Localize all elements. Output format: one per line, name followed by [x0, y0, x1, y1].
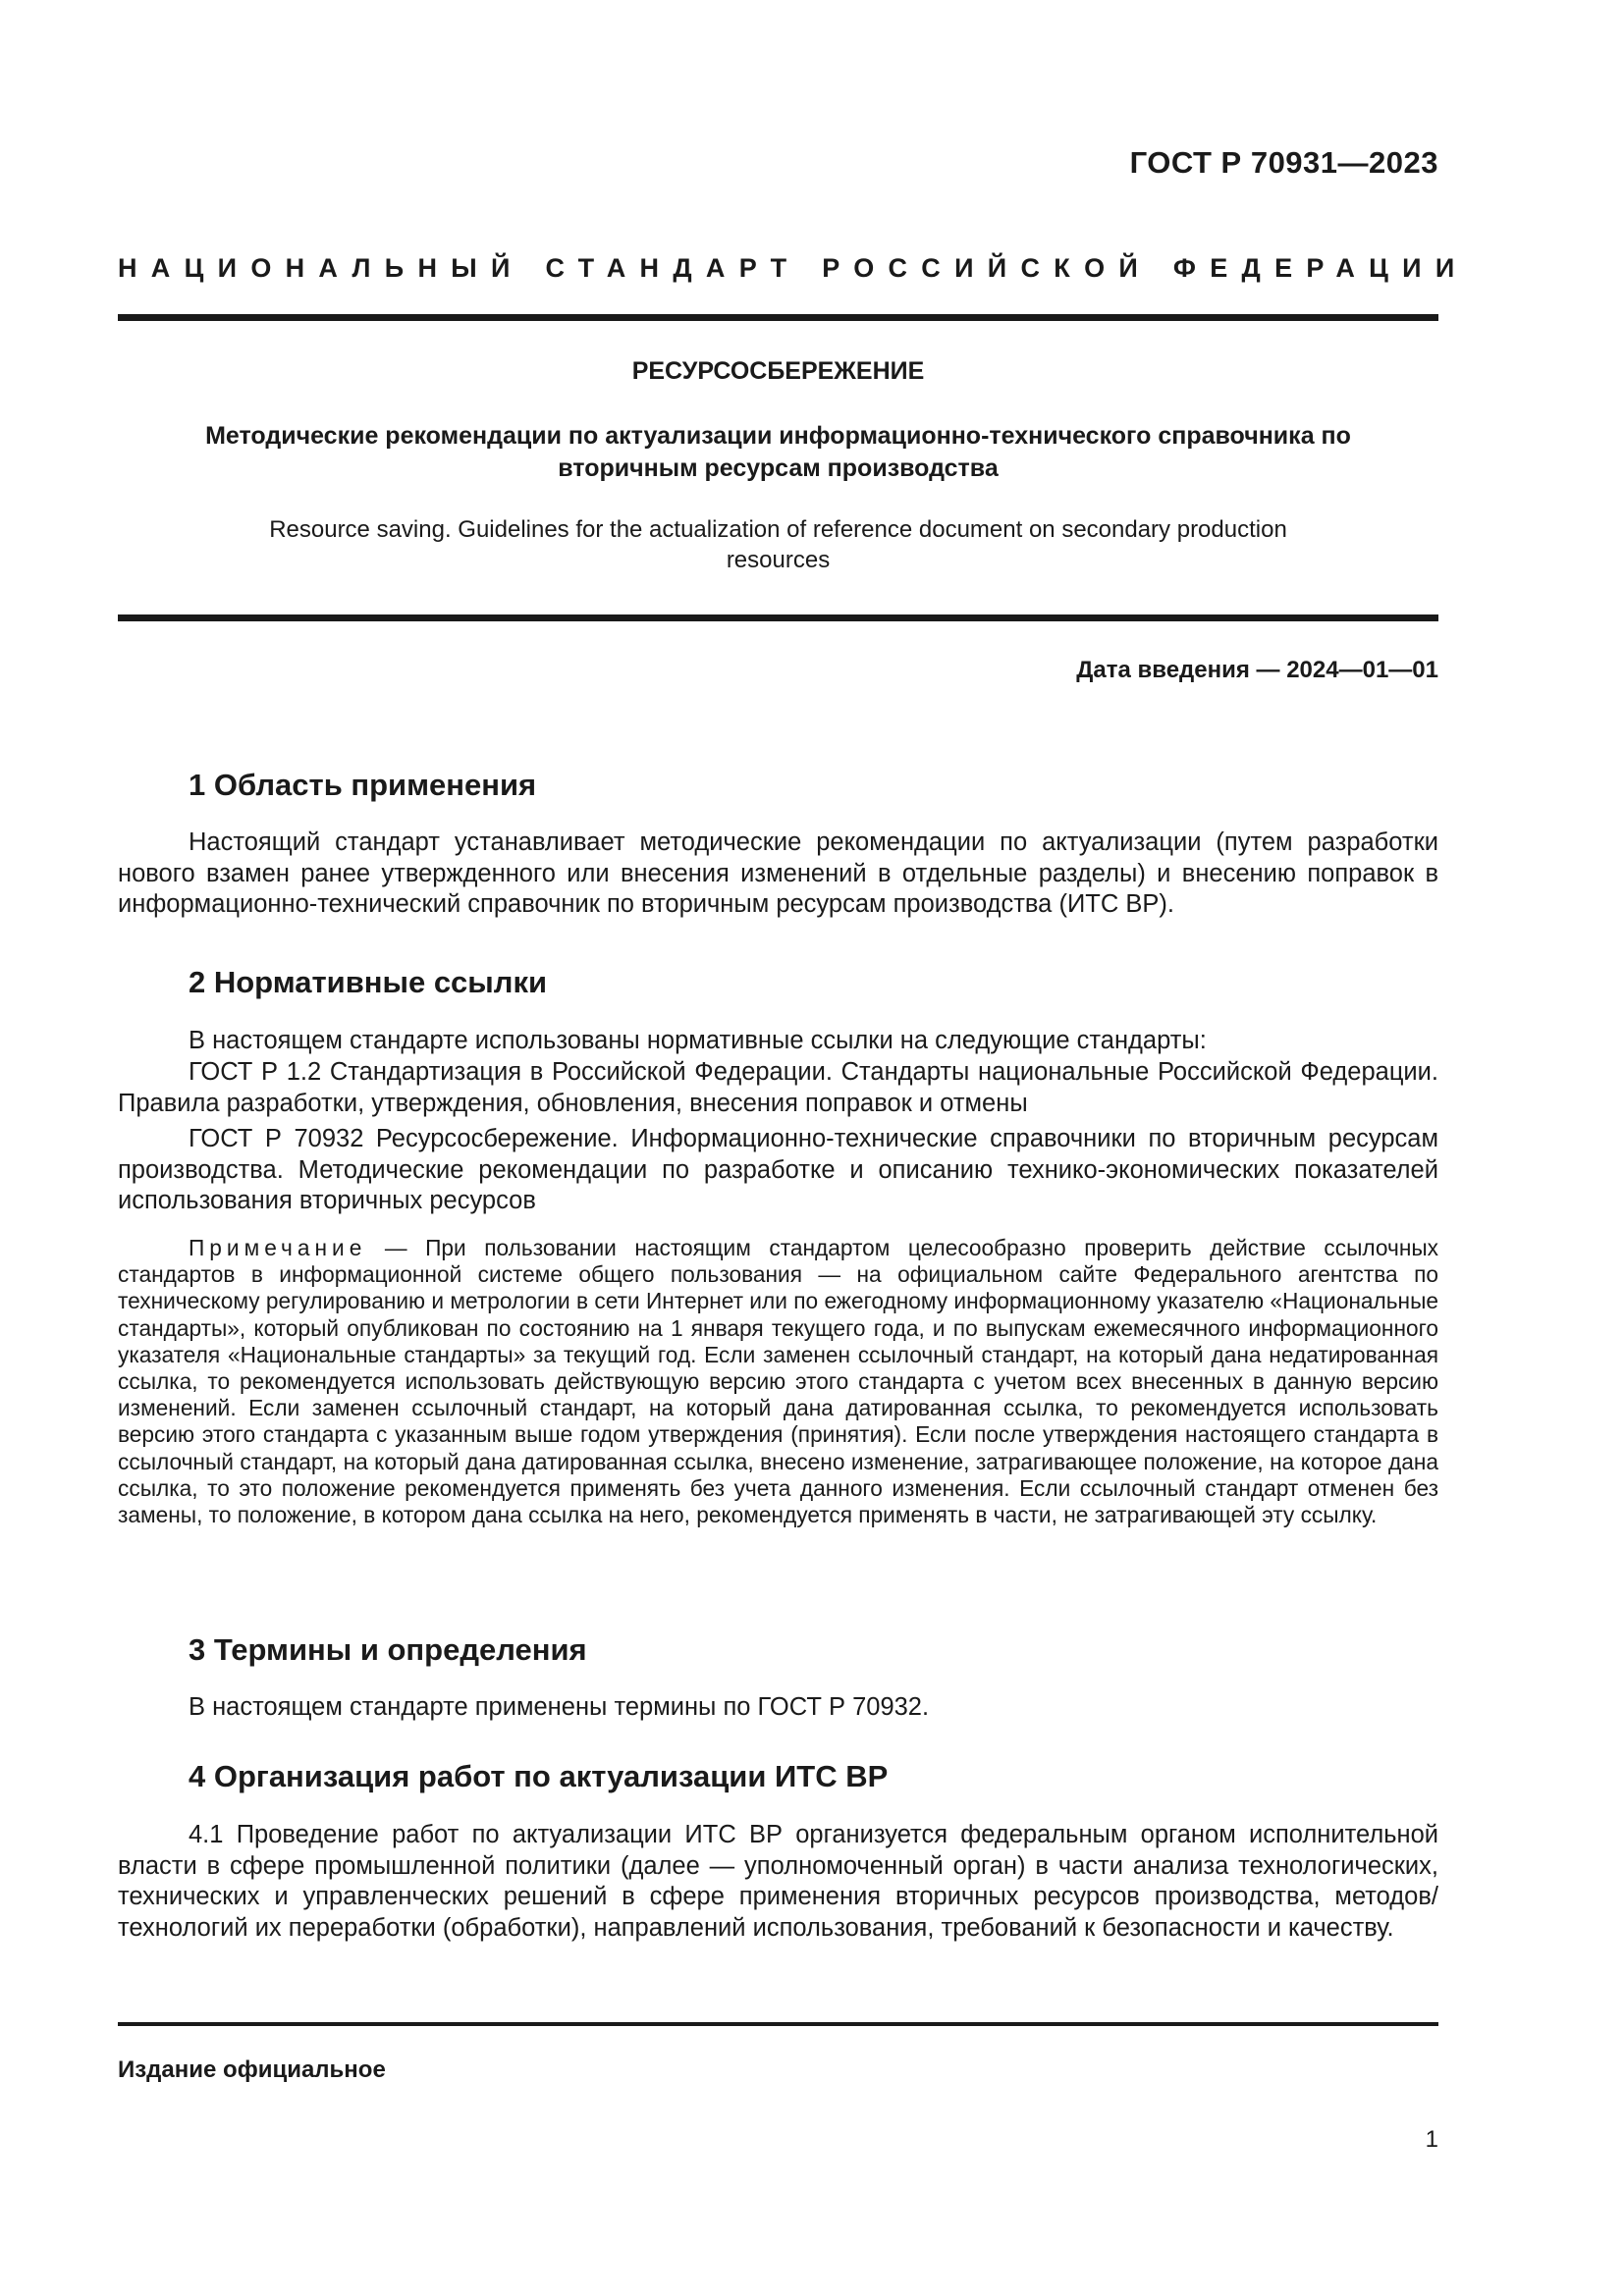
section-paragraph: 4.1 Проведение работ по актуализации ИТС ВР организуется федеральным органом исполнительной власти в сфере промышленной политики (далее — уполномоченный орган) в части анализа технологических, технических и управленческих решений в сфере применения вторичных ресурсов производства, методов/технологий их переработки (обработки), направлений использования, требований к безопасности и качеству.	[118, 1821, 1438, 1942]
section-heading-organization: 4 Организация работ по актуализации ИТС ВР	[189, 1759, 889, 1793]
edition-label: Издание официальное	[118, 2056, 386, 2083]
document-title-ru: Методические рекомендации по актуализации информационно-технического справочника по вторичным ресурсам производства	[205, 422, 1351, 482]
footer-rule	[118, 2022, 1438, 2026]
section-heading-scope: 1 Область применения	[189, 768, 537, 802]
section-paragraph: Настоящий стандарт устанавливает методические рекомендации по актуализации (путем разработки нового взамен ранее утвержденного или внесения изменений в отдельные разделы) и внесению поправок в информационно-технический справочник по вторичным ресурсам производства (ИТС ВР).	[118, 828, 1438, 918]
intro-date: Дата введения — 2024—01—01	[1076, 657, 1438, 683]
section-paragraph: В настоящем стандарте применены термины по ГОСТ Р 70932.	[189, 1693, 930, 1721]
title-rule	[118, 614, 1438, 621]
note-label: Примечание	[189, 1235, 367, 1260]
section-heading-terms: 3 Термины и определения	[189, 1632, 587, 1667]
document-page	[118, 0, 1469, 2296]
section-paragraph: В настоящем стандарте использованы нормативные ссылки на следующие стандарты:	[189, 1027, 1207, 1054]
national-standard-banner: НАЦИОНАЛЬНЫЙ СТАНДАРТ РОССИЙСКОЙ ФЕДЕРАЦИИ	[118, 253, 1469, 283]
document-topic: РЕСУРСОСБЕРЕЖЕНИЕ	[631, 357, 925, 385]
note-text: — При пользовании настоящим стандартом целесообразно проверить действие ссылочных стандартов в информационной системе общего пользования — на официальном сайте Федерального агентства по техническому регулированию и метрологии в сети Интернет или по ежегодному информационному указателю «Национальные стандарты», который опубликован по состоянию на 1 января текущего года, и по выпускам ежемесячного информационного указателя «Национальные стандарты» за текущий год. Если заменен ссылочный стандарт, на который дана недатированная ссылка, то рекомендуется использовать действующую версию этого стандарта с учетом всех внесенных в данную версию изменений. Если заменен ссылочный стандарт, на который дана датированная ссылка, то рекомендуется использовать версию этого стандарта с указанным выше годом утверждения (принятия). Если после утверждения настоящего стандарта в ссылочный стандарт, на который дана датированная ссылка, внесено изменение, затрагивающее положение, на которое дана ссылка, то это положение рекомендуется применять без учета данного изменения. Если ссылочный стандарт отменен без замены, то положение, в котором дана ссылка на него, рекомендуется применять в части, не затрагивающей эту ссылку.	[118, 1235, 1438, 1528]
page-number: 1	[1425, 2126, 1438, 2153]
reference-item: ГОСТ Р 1.2 Стандартизация в Российской Федерации. Стандарты национальные Российской Федерации. Правила разработки, утверждения, обновления, внесения поправок и отмены	[118, 1058, 1438, 1117]
document-title-en: Resource saving. Guidelines for the actualization of reference document on secondary production resources	[269, 516, 1287, 573]
reference-item: ГОСТ Р 70932 Ресурсосбережение. Информационно-технические справочники по вторичным ресурсам производства. Методические рекомендации по разработке и описанию технико-экономических показателей использования вторичных ресурсов	[118, 1125, 1438, 1214]
gost-code: ГОСТ Р 70931—2023	[1129, 145, 1438, 180]
section-heading-normative-references: 2 Нормативные ссылки	[189, 965, 548, 999]
reference-note	[118, 1235, 1438, 1528]
header-rule	[118, 314, 1438, 321]
